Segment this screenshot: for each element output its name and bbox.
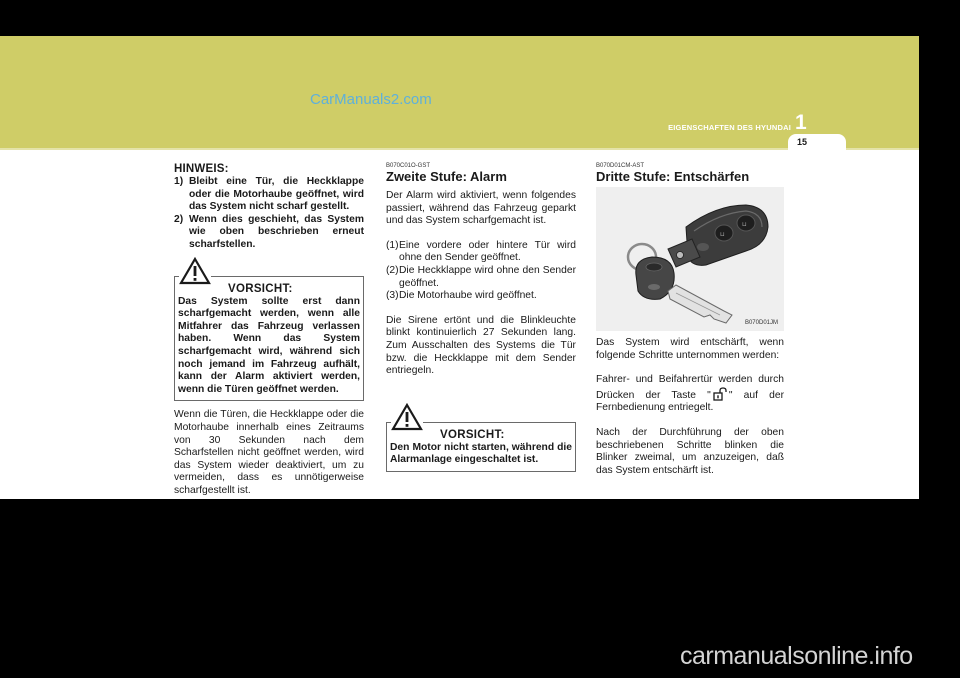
- list-item-number: (1): [386, 239, 399, 251]
- list-item-number: (3): [386, 290, 399, 302]
- caution-heading: VORSICHT:: [228, 282, 293, 295]
- header-divider: [0, 148, 919, 150]
- warning-triangle-icon: [391, 403, 423, 431]
- list-item: [386, 290, 576, 303]
- list-item-text: Eine vordere oder hintere Tür wird ohne den Sender geöffnet.: [399, 239, 576, 264]
- siren-paragraph: Die Sirene ertönt und die Blinkleuchte blinkt kontinuierlich 27 Sekunden lang. Zum Ausschalten des Systems die Tür bzw. die Heckklappe mit dem Sender entriegeln.: [386, 314, 576, 377]
- note-item: [174, 176, 364, 214]
- unlock-text-after: " auf der Fernbedienung entriegelt.: [596, 389, 784, 414]
- caution-box: [174, 276, 364, 402]
- column-3: [596, 163, 784, 477]
- key-fob-illustration: [596, 187, 784, 331]
- watermark-link[interactable]: CarManuals2.com: [310, 91, 432, 108]
- disarm-intro-paragraph: Das System wird entschärft, wenn folgende Schritte unternommen werden:: [596, 337, 784, 361]
- note-list: [174, 176, 364, 252]
- intro-paragraph: Der Alarm wird aktiviert, wenn folgendes passiert, während das Fahrzeug geparkt und das System scharfgemacht ist.: [386, 190, 576, 227]
- blinker-confirmation-paragraph: Nach der Durchführung der oben beschriebenen Schritte blinken die Blinker zweimal, um anzuzeigen, daß das System entschärft ist.: [596, 426, 784, 476]
- list-item-text: Die Heckklappe wird ohne den Sender geöffnet.: [399, 264, 576, 289]
- caution-box: [386, 422, 576, 472]
- footer-watermark-link[interactable]: carmanualsonline.info: [680, 642, 913, 670]
- note-item-number: 2): [174, 213, 184, 225]
- caution-text: Das System sollte erst dann scharfgemacht werden, wenn alle Mitfahrer das Fahrzeug verlassen haben. Wenn das System scharfgemacht wird, während sich noch jemand im Fahrzeug aufhält, kann der Alarm aktiviert werden, wenn die Türen geöffnet werden.: [178, 295, 360, 395]
- svg-text:⊔: ⊔: [742, 222, 747, 228]
- chapter-number: 1: [795, 111, 807, 134]
- page-number: 15: [797, 137, 808, 147]
- section-code: B070D01CM-AST: [596, 163, 645, 169]
- unlock-paragraph: [596, 374, 784, 415]
- note-title: HINWEIS:: [174, 163, 229, 175]
- manual-page: [0, 36, 919, 499]
- unlock-button-icon: [713, 387, 727, 401]
- caution-text: Den Motor nicht starten, während die Alarmanlage eingeschaltet ist.: [390, 441, 572, 466]
- alarm-trigger-list: [386, 240, 576, 303]
- list-item: [386, 240, 576, 265]
- note-item: [174, 214, 364, 252]
- disarm-timeout-paragraph: Wenn die Türen, die Heckklappe oder die Motorhaube innerhalb eines Zeitraums von 30 Sekunden nach dem Scharfstellen nicht geöffnet werden, wird das System wieder deaktiviert, um zu vermeiden, dass es unnötigerweise scharfgestellt ist.: [174, 409, 364, 496]
- unlock-text-before: Fahrer- und Beifahrertür werden durch Drücken der Taste ": [596, 374, 784, 401]
- svg-text:⊔: ⊔: [720, 232, 725, 238]
- list-item: [386, 265, 576, 290]
- column-2: [386, 163, 576, 472]
- note-item-number: 1): [174, 176, 184, 187]
- section-code: B070C01O-GST: [386, 163, 431, 169]
- chapter-title: EIGENSCHAFTEN DES HYUNDAI: [668, 123, 791, 132]
- note-item-text: Wenn dies geschieht, das System wie oben beschrieben erneut scharfstellen.: [189, 213, 364, 250]
- note-item-text: Bleibt eine Tür, die Heckklappe oder die Motorhaube geöffnet, wird das System nicht scharf gestellt.: [189, 176, 364, 213]
- caution-heading: VORSICHT:: [440, 428, 505, 441]
- figure-code: B070D01JM: [744, 320, 778, 326]
- list-item-text: Die Motorhaube wird geöffnet.: [399, 290, 537, 302]
- warning-triangle-icon: [179, 257, 211, 285]
- section-title: Zweite Stufe: Alarm: [386, 169, 507, 184]
- section-title: Dritte Stufe: Entschärfen: [596, 169, 750, 184]
- remote-key-figure: [596, 187, 784, 331]
- column-1: [174, 163, 364, 497]
- list-item-number: (2): [386, 264, 399, 276]
